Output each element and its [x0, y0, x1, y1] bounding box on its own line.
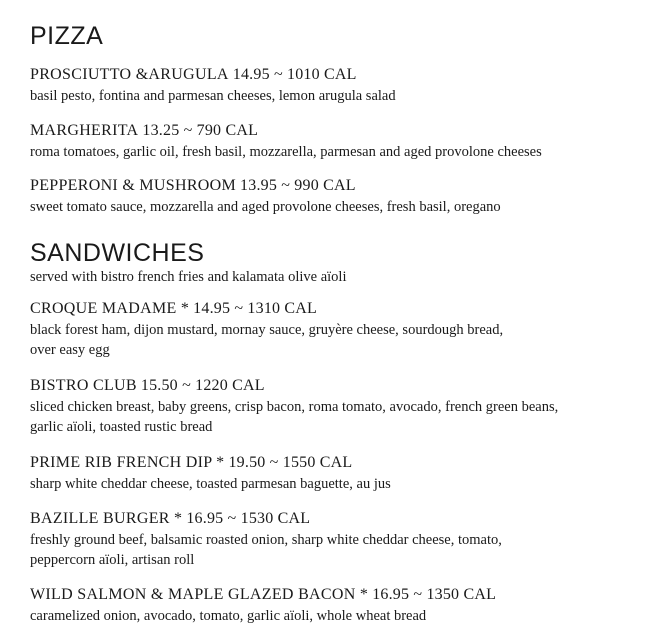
item-price: 16.95 ~ 1530 CAL — [186, 510, 311, 527]
item-name: CROQUE MADAME * — [30, 300, 190, 317]
item-name: PROSCIUTTO &ARUGULA — [30, 66, 229, 83]
description-line: caramelized onion, avocado, tomato, garlic aïoli, whole wheat bread — [30, 608, 427, 624]
menu-item-croque-madame — [30, 299, 645, 360]
description-line: garlic aïoli, toasted rustic bread — [30, 419, 213, 435]
menu-item-margherita — [30, 121, 645, 162]
menu-item-wild-salmon-maple-bacon — [30, 585, 645, 626]
menu-item-bistro-club — [30, 376, 645, 437]
menu-item-prime-rib-french-dip — [30, 453, 645, 494]
description-line: sharp white cheddar cheese, toasted parmesan baguette, au jus — [30, 476, 391, 492]
item-price: 15.50 ~ 1220 CAL — [140, 377, 265, 394]
section-title-sandwiches: SANDWICHES — [30, 239, 205, 267]
description-line: over easy egg — [30, 342, 110, 358]
item-name: PRIME RIB FRENCH DIP * — [30, 454, 225, 471]
item-price: 14.95 ~ 1310 CAL — [193, 300, 318, 317]
menu-item-bazille-burger — [30, 509, 645, 570]
item-description — [30, 474, 645, 494]
item-name: BISTRO CLUB — [30, 377, 137, 394]
item-description — [30, 397, 645, 437]
menu-item-pepperoni-mushroom — [30, 176, 645, 217]
item-name: WILD SALMON & MAPLE GLAZED BACON * — [30, 586, 369, 603]
description-line: freshly ground beef, balsamic roasted onion, sharp white cheddar cheese, tomato, — [30, 532, 502, 548]
item-description — [30, 320, 645, 360]
item-price: 14.95 ~ 1010 CAL — [232, 66, 357, 83]
item-description: sweet tomato sauce, mozzarella and aged provolone cheeses, fresh basil, oregano — [30, 199, 501, 215]
item-price: 16.95 ~ 1350 CAL — [372, 586, 497, 603]
item-description — [30, 530, 645, 570]
item-price: 13.95 ~ 990 CAL — [240, 177, 356, 194]
item-name: PEPPERONI & MUSHROOM — [30, 177, 237, 194]
item-description — [30, 606, 645, 626]
description-line: sliced chicken breast, baby greens, crisp bacon, roma tomato, avocado, french green beans, — [30, 399, 559, 415]
item-name: BAZILLE BURGER * — [30, 510, 183, 527]
section-note: served with bistro french fries and kalamata olive aïoli — [30, 269, 347, 285]
description-line: black forest ham, dijon mustard, mornay sauce, gruyère cheese, sourdough bread, — [30, 322, 504, 338]
description-line: peppercorn aïoli, artisan roll — [30, 552, 195, 568]
menu-item-prosciutto-arugula — [30, 65, 645, 106]
item-price: 13.25 ~ 790 CAL — [142, 122, 259, 139]
item-price: 19.50 ~ 1550 CAL — [228, 454, 353, 471]
section-title-pizza: PIZZA — [30, 22, 104, 50]
item-name: MARGHERITA — [30, 122, 139, 139]
item-description: roma tomatoes, garlic oil, fresh basil, mozzarella, parmesan and aged provolone cheeses — [30, 144, 542, 160]
item-description: basil pesto, fontina and parmesan cheeses, lemon arugula salad — [30, 88, 396, 104]
